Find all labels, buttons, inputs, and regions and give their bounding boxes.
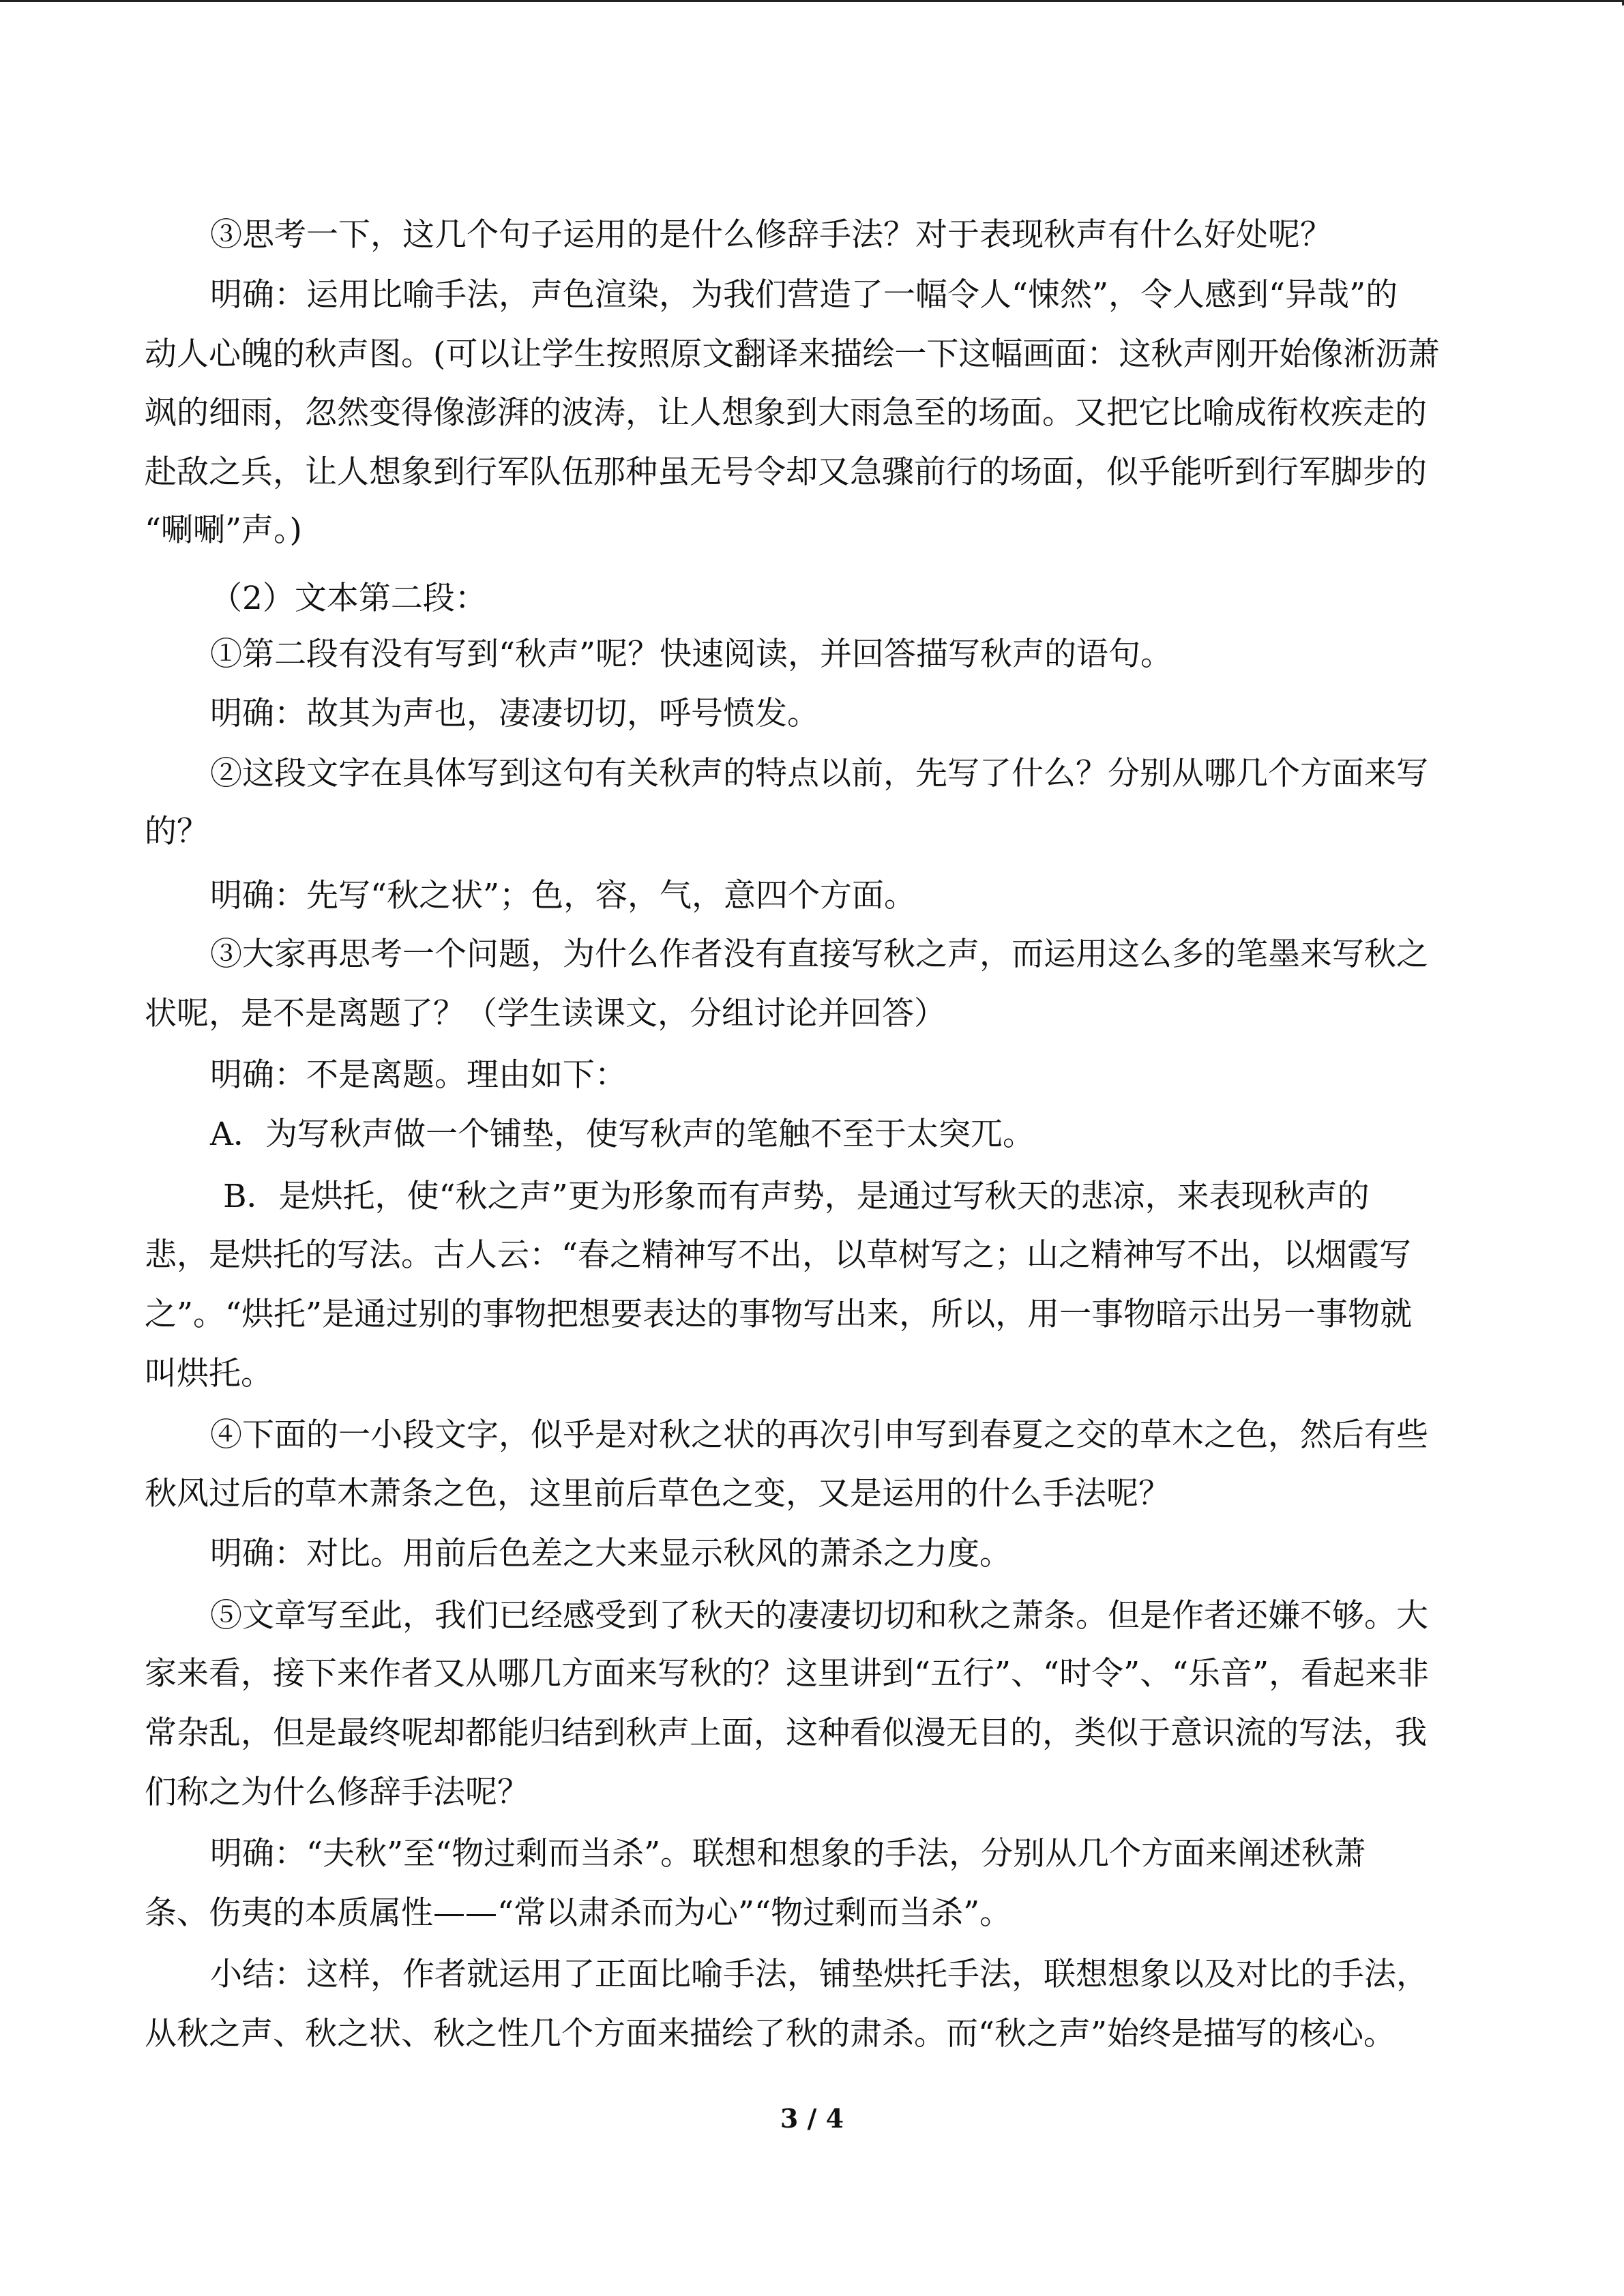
text-line: 叫烘托。 bbox=[145, 1355, 273, 1392]
text-line: 明确：“夫秋”至“物过剩而当杀”。联想和想象的手法，分别从几个方面来阐述秋萧 bbox=[210, 1835, 1366, 1873]
text-line: 明确：不是离题。理由如下： bbox=[210, 1056, 627, 1094]
text-line: 的？ bbox=[145, 813, 209, 850]
text-line: 条、伤夷的本质属性——“常以肃杀而为心”“物过剩而当杀”。 bbox=[145, 1894, 1012, 1932]
text-line: 明确：对比。用前后色差之大来显示秋风的萧杀之力度。 bbox=[210, 1535, 1012, 1572]
text-line: B．是烘托，使“秋之声”更为形象而有声势，是通过写秋天的悲凉，来表现秋声的 bbox=[223, 1178, 1370, 1215]
text-line: 明确：运用比喻手法，声色渲染，为我们营造了一幅令人“悚然”，令人感到“异哉”的 bbox=[210, 276, 1398, 314]
text-line: 秋风过后的草木萧条之色，这里前后草色之变，又是运用的什么手法呢？ bbox=[145, 1475, 1170, 1512]
text-line: ②这段文字在具体写到这句有关秋声的特点以前，先写了什么？分别从哪几个方面来写 bbox=[210, 755, 1428, 792]
text-line: 常杂乱，但是最终呢却都能归结到秋声上面，这种看似漫无目的，类似于意识流的写法，我 bbox=[145, 1714, 1427, 1752]
text-line: ③思考一下，这几个句子运用的是什么修辞手法？对于表现秋声有什么好处呢？ bbox=[210, 216, 1332, 254]
text-line: 动人心魄的秋声图。(可以让学生按照原文翻译来描绘一下这幅画面：这秋声刚开始像淅沥萧 bbox=[145, 336, 1440, 373]
text-line: ③大家再思考一个问题，为什么作者没有直接写秋之声，而运用这么多的笔墨来写秋之 bbox=[210, 936, 1428, 973]
text-line: 明确：先写“秋之状”；色，容，气，意四个方面。 bbox=[210, 877, 917, 914]
text-line: 从秋之声、秋之状、秋之性几个方面来描绘了秋的肃杀。而“秋之声”始终是描写的核心。 bbox=[145, 2015, 1396, 2053]
text-line: 之”。“烘托”是通过别的事物把想要表达的事物写出来，所以，用一事物暗示出另一事物就 bbox=[145, 1296, 1413, 1333]
text-line: 飒的细雨，忽然变得像澎湃的波涛，让人想象到大雨急至的场面。又把它比喻成衔枚疾走的 bbox=[145, 394, 1427, 432]
page-number: 3 / 4 bbox=[780, 2103, 844, 2134]
text-line: （2）文本第二段： bbox=[210, 580, 487, 617]
text-line: “唰唰”声。) bbox=[145, 511, 302, 549]
text-line: 家来看，接下来作者又从哪几方面来写秋的？这里讲到“五行”、“时令”、“乐音”，看起来非 bbox=[145, 1655, 1430, 1693]
text-line: A．为写秋声做一个铺垫，使写秋声的笔触不至于太突兀。 bbox=[210, 1116, 1035, 1153]
text-line: 们称之为什么修辞手法呢？ bbox=[145, 1774, 529, 1811]
text-line: 小结：这样，作者就运用了正面比喻手法，铺垫烘托手法，联想想象以及对比的手法， bbox=[210, 1956, 1428, 1993]
text-line: ①第二段有没有写到“秋声”呢？快速阅读，并回答描写秋声的语句。 bbox=[210, 636, 1173, 673]
text-line: 状呢，是不是离题了？（学生读课文，分组讨论并回答） bbox=[145, 995, 946, 1032]
text-line: 赴敌之兵，让人想象到行军队伍那种虽无号令却又急骤前行的场面，似乎能听到行军脚步的 bbox=[145, 453, 1427, 491]
text-line: ⑤文章写至此，我们已经感受到了秋天的凄凄切切和秋之萧条。但是作者还嫌不够。大 bbox=[210, 1597, 1428, 1635]
text-line: 明确：故其为声也，凄凄切切，呼号愤发。 bbox=[210, 695, 819, 732]
text-line: 悲，是烘托的写法。古人云：“春之精神写不出，以草树写之；山之精神写不出，以烟霞写 bbox=[145, 1236, 1412, 1274]
text-line: ④下面的一小段文字，似乎是对秋之状的再次引申写到春夏之交的草木之色，然后有些 bbox=[210, 1416, 1428, 1454]
